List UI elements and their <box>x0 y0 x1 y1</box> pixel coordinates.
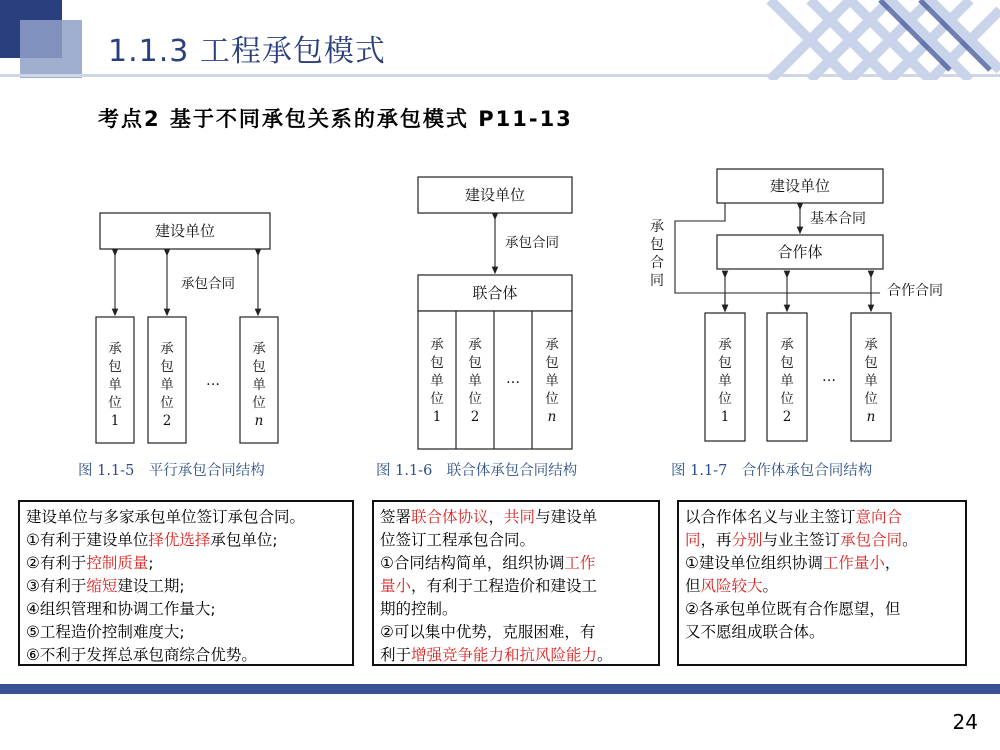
svg-text:包: 包 <box>864 355 878 371</box>
note-line <box>685 575 959 598</box>
note-text: 与建设单 <box>535 508 598 526</box>
svg-text:单: 单 <box>430 373 444 389</box>
svg-text:位: 位 <box>468 391 482 407</box>
svg-text:n: n <box>866 409 876 425</box>
note-line <box>26 529 346 552</box>
note-text: 位签订工程承包合同。 <box>380 531 536 549</box>
svg-text:合: 合 <box>650 255 664 271</box>
figure-caption: 图 1.1-5 平行承包合同结构 <box>78 463 265 479</box>
note-text: 签署 <box>380 508 412 526</box>
note-text: ②有利于 <box>26 554 87 572</box>
note-line <box>685 598 959 621</box>
figure-caption: 图 1.1-6 联合体承包合同结构 <box>376 463 578 479</box>
note-text: ; <box>148 554 154 572</box>
figure-joint-venture-contract <box>370 175 630 485</box>
note-text: 与业主签订 <box>762 531 841 549</box>
svg-text:承: 承 <box>252 341 266 357</box>
svg-text:包: 包 <box>160 359 174 375</box>
highlight-text: 共同 <box>504 508 536 526</box>
svg-text:单: 单 <box>252 377 266 393</box>
svg-text:1: 1 <box>432 409 442 425</box>
header-square-light <box>20 20 82 78</box>
note-text: ⑥不利于发挥总承包商综合优势。 <box>26 646 257 664</box>
note-text: 建设工期; <box>117 577 185 595</box>
note-line <box>26 621 346 644</box>
note-text: ①合同结构简单，组织协调 <box>380 554 565 572</box>
svg-text:同: 同 <box>650 273 664 289</box>
ellipsis: … <box>206 373 220 389</box>
svg-text:位: 位 <box>160 395 174 411</box>
contract-label: 承包合同 <box>505 235 559 251</box>
highlight-text: 增强竞争能力和抗风险能力 <box>411 646 598 664</box>
svg-text:位: 位 <box>430 391 444 407</box>
svg-text:建设单位: 建设单位 <box>769 177 831 195</box>
svg-text:位: 位 <box>108 395 122 411</box>
note-line <box>26 644 346 667</box>
highlight-text: 分别 <box>731 531 763 549</box>
note-text: 但 <box>685 577 701 595</box>
note-box-parallel <box>18 500 354 666</box>
note-line <box>380 506 652 529</box>
note-line <box>26 575 346 598</box>
note-box-joint-venture <box>372 500 660 666</box>
svg-text:承: 承 <box>545 337 559 353</box>
note-text: ， <box>884 554 901 572</box>
page-number: 24 <box>952 710 978 734</box>
highlight-text: 联合体协议 <box>411 508 489 526</box>
svg-text:单: 单 <box>468 373 482 389</box>
svg-text:包: 包 <box>252 359 266 375</box>
svg-text:包: 包 <box>108 359 122 375</box>
svg-text:包: 包 <box>430 355 444 371</box>
note-text: 建设单位与多家承包单位签订承包合同。 <box>26 508 306 526</box>
svg-text:联合体: 联合体 <box>472 284 518 302</box>
svg-text:…: … <box>506 371 520 387</box>
note-line <box>380 621 652 644</box>
note-text: ①建设单位组织协调 <box>685 554 823 572</box>
highlight-text: 工作 <box>564 554 596 572</box>
svg-text:单: 单 <box>108 377 122 393</box>
footer-bar <box>0 684 1000 694</box>
note-line <box>685 552 959 575</box>
svg-text:包: 包 <box>650 237 664 253</box>
slide-title: 1.1.3 工程承包模式 <box>108 34 386 69</box>
svg-text:位: 位 <box>252 395 266 411</box>
note-line <box>26 506 346 529</box>
svg-text:单: 单 <box>864 373 878 389</box>
svg-text:单: 单 <box>160 377 174 393</box>
highlight-text: 择优选择 <box>148 531 211 549</box>
note-text: ⑤工程造价控制难度大; <box>26 623 185 641</box>
note-line <box>380 575 652 598</box>
svg-text:承: 承 <box>430 337 444 353</box>
note-text: ④组织管理和协调工作量大; <box>26 600 216 618</box>
svg-text:n: n <box>547 409 557 425</box>
svg-text:单: 单 <box>718 373 732 389</box>
figure-parallel-contract <box>70 205 330 485</box>
note-text: 以合作体名义与业主签订 <box>685 508 856 526</box>
note-text: ，有利于工程造价和建设工 <box>411 577 598 595</box>
note-text: 。 <box>902 531 918 549</box>
cooperation-contract-label: 合作合同 <box>887 283 943 299</box>
note-line <box>380 529 652 552</box>
svg-text:2: 2 <box>470 409 480 425</box>
note-text: ②各承包单位既有合作愿望，但 <box>685 600 901 618</box>
svg-text:包: 包 <box>468 355 482 371</box>
note-text: ③有利于 <box>26 577 87 595</box>
svg-text:承: 承 <box>650 219 664 235</box>
highlight-text: 缩短 <box>86 577 118 595</box>
svg-text:包: 包 <box>545 355 559 371</box>
svg-text:位: 位 <box>545 391 559 407</box>
note-line <box>26 552 346 575</box>
highlight-text: 控制质量 <box>86 554 149 572</box>
svg-text:承: 承 <box>468 337 482 353</box>
svg-text:承: 承 <box>108 341 122 357</box>
note-line <box>380 598 652 621</box>
svg-text:承: 承 <box>718 337 732 353</box>
note-line <box>26 598 346 621</box>
note-text: ②可以集中优势，克服困难，有 <box>380 623 596 641</box>
svg-text:承: 承 <box>160 341 174 357</box>
svg-text:包: 包 <box>718 355 732 371</box>
header-lattice-decoration <box>760 0 1000 80</box>
note-text: 利于 <box>380 646 412 664</box>
svg-text:位: 位 <box>718 391 732 407</box>
figure-cooperation-contract <box>645 165 965 485</box>
svg-text:…: … <box>822 369 836 385</box>
highlight-text: 工作量小 <box>822 554 885 572</box>
section-heading: 考点2 基于不同承包关系的承包模式 P11-13 <box>98 107 573 131</box>
highlight-text: 量小 <box>380 577 412 595</box>
svg-text:1: 1 <box>720 409 730 425</box>
note-box-cooperation <box>677 500 967 666</box>
svg-text:单: 单 <box>545 373 559 389</box>
note-text: ， <box>488 508 505 526</box>
note-line <box>685 529 959 552</box>
highlight-text: 承包合同 <box>840 531 903 549</box>
note-text: ①有利于建设单位 <box>26 531 149 549</box>
note-line <box>685 621 959 644</box>
svg-text:2: 2 <box>782 409 792 425</box>
svg-text:合作体: 合作体 <box>777 243 823 261</box>
note-text: 又不愿组成联合体。 <box>685 623 825 641</box>
highlight-text: 意向合 <box>855 508 903 526</box>
note-text: 期的控制。 <box>380 600 458 618</box>
svg-text:位: 位 <box>864 391 878 407</box>
note-line <box>685 506 959 529</box>
svg-text:建设单位: 建设单位 <box>464 186 526 204</box>
figure-caption: 图 1.1-7 合作体承包合同结构 <box>671 463 873 479</box>
note-line <box>380 552 652 575</box>
construction-unit-label: 建设单位 <box>154 222 216 240</box>
svg-text:2: 2 <box>162 413 172 429</box>
svg-text:n: n <box>254 413 264 429</box>
svg-text:承: 承 <box>864 337 878 353</box>
note-text: 。 <box>597 646 613 664</box>
highlight-text: 风险较大 <box>700 577 763 595</box>
highlight-text: 同 <box>685 531 701 549</box>
svg-text:1: 1 <box>110 413 120 429</box>
note-text: 。 <box>762 577 779 595</box>
contract-label: 承包合同 <box>181 276 235 292</box>
svg-text:包: 包 <box>780 355 794 371</box>
svg-text:单: 单 <box>780 373 794 389</box>
note-text: 承包单位; <box>210 531 278 549</box>
note-line <box>380 644 652 667</box>
svg-text:承: 承 <box>780 337 794 353</box>
svg-text:位: 位 <box>780 391 794 407</box>
note-text: ，再 <box>700 531 732 549</box>
basic-contract-label: 基本合同 <box>810 211 866 227</box>
